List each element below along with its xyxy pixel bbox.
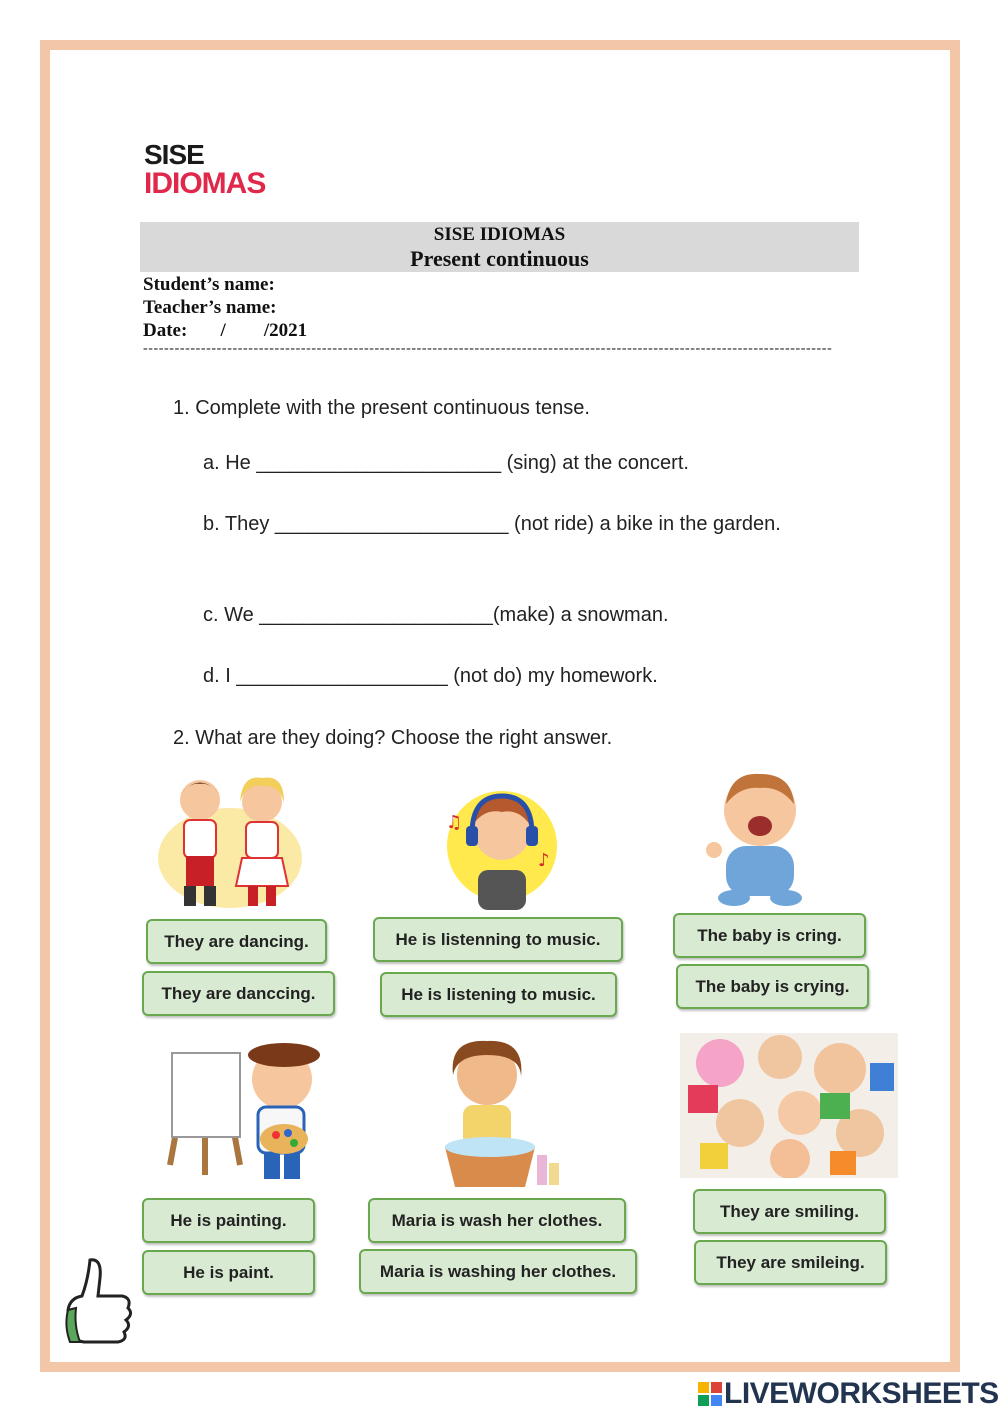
header-topic: Present continuous xyxy=(410,246,589,271)
boy-painting-image xyxy=(160,1035,320,1185)
crying-baby-image xyxy=(700,766,810,908)
exercise1-instruction: 1. Complete with the present continuous tense. xyxy=(173,397,590,419)
exercise1-item-c: c. We _____________________(make) a snowman. xyxy=(203,604,669,626)
liveworksheets-logo-icon xyxy=(698,1382,722,1406)
option-he-is-listening[interactable]: He is listening to music. xyxy=(380,972,617,1017)
date-label: Date: / /2021 xyxy=(143,320,308,341)
option-they-are-danccing[interactable]: They are danccing. xyxy=(142,971,335,1016)
header-org: SISE IDIOMAS xyxy=(433,224,566,245)
boy-listening-music-image xyxy=(440,778,565,913)
logo-line-1: SISE xyxy=(144,139,204,170)
option-maria-is-washing[interactable]: Maria is washing her clothes. xyxy=(359,1249,637,1294)
exercise1-item-a: a. He ______________________ (sing) at the concert. xyxy=(203,452,689,474)
dancing-kids-image xyxy=(150,770,310,915)
teacher-name-label: Teacher’s name: xyxy=(143,297,277,318)
exercise1-item-d: d. I ___________________ (not do) my homework. xyxy=(203,665,658,687)
exercise1-item-b: b. They _____________________ (not ride) a bike in the garden. xyxy=(203,513,781,535)
smiling-kids-photo xyxy=(680,1033,898,1178)
option-they-are-smiling[interactable]: They are smiling. xyxy=(693,1189,886,1234)
option-baby-is-crying[interactable]: The baby is crying. xyxy=(676,964,869,1009)
option-they-are-dancing[interactable]: They are dancing. xyxy=(146,919,327,964)
header-band xyxy=(140,222,859,272)
separator-line: ----------------------------------------------------------------------------------------------------------------------------------- xyxy=(143,341,833,356)
svg-text:♪: ♪ xyxy=(538,850,550,871)
thumbs-up-icon[interactable] xyxy=(62,1256,132,1348)
sise-idiomas-logo xyxy=(144,140,324,202)
option-maria-is-wash[interactable]: Maria is wash her clothes. xyxy=(368,1198,626,1243)
option-they-are-smileing[interactable]: They are smileing. xyxy=(694,1240,887,1285)
svg-text:♫: ♫ xyxy=(446,812,463,833)
option-he-is-painting[interactable]: He is painting. xyxy=(142,1198,315,1243)
student-name-label: Student’s name: xyxy=(143,274,275,295)
option-he-is-listenning[interactable]: He is listenning to music. xyxy=(373,917,623,962)
option-he-is-paint[interactable]: He is paint. xyxy=(142,1250,315,1295)
logo-line-2: IDIOMAS xyxy=(144,167,266,200)
girl-washing-clothes-image xyxy=(425,1035,565,1190)
liveworksheets-brand: LIVEWORKSHEETS xyxy=(724,1377,999,1410)
option-baby-is-cring[interactable]: The baby is cring. xyxy=(673,913,866,958)
exercise2-instruction: 2. What are they doing? Choose the right answer. xyxy=(173,727,613,749)
